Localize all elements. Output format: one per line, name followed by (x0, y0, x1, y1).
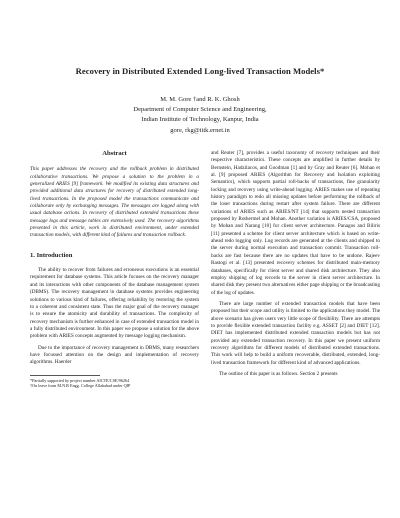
author-email: gore, rkg@iitk.ernet.in (170, 126, 230, 134)
affiliation-department: Department of Computer Science and Engineering, (133, 106, 267, 114)
abstract-text: This paper addresses the recovery and the rollback problem in distributed collaborative transactions. We propose a solution to the problem in a generalized ARIES [9] framework. We modified its existing data structures and provided additional data structures for recovery of distributed extended long-lived transactions. In the proposed model the transactions communicate and collaborate only by exchanging messages. The messages are logged along with usual database actions. In recovery of distributed extended transactions these message logs and message tables are extensively used. The recovery algorithms presented in this article, work in distributed environment, under extended transaction models, with different kind of failures and transaction rollback. (30, 166, 199, 239)
author-names: M. M. Gore †and R. K. Ghosh (160, 96, 240, 103)
right-column (211, 150, 380, 382)
right-paragraph-2: There are large number of extended transaction models that have been proposed but their scope and utility is limited to the applications they model. The above scenario has given users very little scope of flexibility. There are attempts to provide flexible extended transaction facility e.g. ASSET [2] and DIET [12]. DIET has implemented distributed extended transaction models but has not provided any extended transaction recovery. In this paper we present uniform recovery algorithms for different models of distributed extended transactions. This work will help to build a uniform recoverable, distributed, extended, long-lived transaction framework for different kind of advanced applications. (211, 300, 380, 366)
introduction-paragraph-1: The ability to recover from failures and erroneous executions is an essential requirement for database systems. This article focuses on the recovery manager and its interactions with other components of the database management system (DBMS). The recovery management in database systems provides engineering solutions to various kind of failures, offering reliability by restoring the system to a coherent and consistent state. Thus the major goal of the recovery manager is to ensure the atomicity and durability of transactions. The complexity of recovery mechanism is further enhanced in case of extended transaction model in a fully distributed environment. In this paper we propose a solution for the above problem with ARIES concepts augmented by message logging mechanism. (30, 267, 199, 340)
author-block (60, 95, 340, 136)
introduction-heading: 1. Introduction (30, 251, 73, 259)
footnote-1: *Partially supported by project number AICTE/CSE/96264 (30, 377, 130, 383)
introduction-paragraph-2: Due to the importance of recovery management in DBMS, many researchers have focussed attention on the design and implementation of recovery algorithms. Haerder (30, 344, 199, 366)
left-column (30, 150, 199, 388)
abstract-heading: Abstract (102, 150, 127, 157)
footnote-divider (30, 375, 100, 376)
right-paragraph-1: and Reuter [7], provides a useful taxonomy of recovery techniques and their respective characteristics. These concepts are amplified in further details by Bernstein, Hadzilacos, and Goodman [1] and by Gray and Reuter [6]. Mohan et al. [9] proposed ARIES (Algorithm for Recovery and Isolation exploiting Semantics), which supports partial roll-backs of transactions, fine granularity locking and recovery using write-ahead logging. ARIES makes use of repeating history paradigm to redo all missing updates before performing the rollback of the loser transactions during restart after system failure. There are different variations of ARIES such as ARIES/NT [14] that supports nested transaction proposed by Rothermel and Mohan. Another variation is ARIES/CSA, proposed by Mohan and Narang [10] for client server architecture. Panagos and Biliris [11] presented a scheme for client server architecture which is based on write-ahead redo logging only. Log records are generated at the clients and shipped to the server during normal execution and transaction commit. Transaction roll-backs are fast because there are no updates that have to be undone. Rajeev Rastogi et al. [13] presented recovery schemes for distributed main-memory databases, specifically for client server and shared disk architecture. They also employ shipping of log records to the server in client server architecture. In shared disk they present two alternatives either page shipping or the broadcasting of the log of updates. (211, 150, 380, 296)
right-paragraph-3: The outline of this paper is as follows. Section 2 presents (219, 370, 338, 377)
paper-title: Recovery in Distributed Extended Long-lived Transaction Models* (75, 66, 325, 76)
affiliation-institute: Indian Institute of Technology, Kanpur, India (141, 116, 259, 124)
footnote-2: †On leave from M.N.R Engg. College Allahabad under QIP (30, 383, 131, 388)
